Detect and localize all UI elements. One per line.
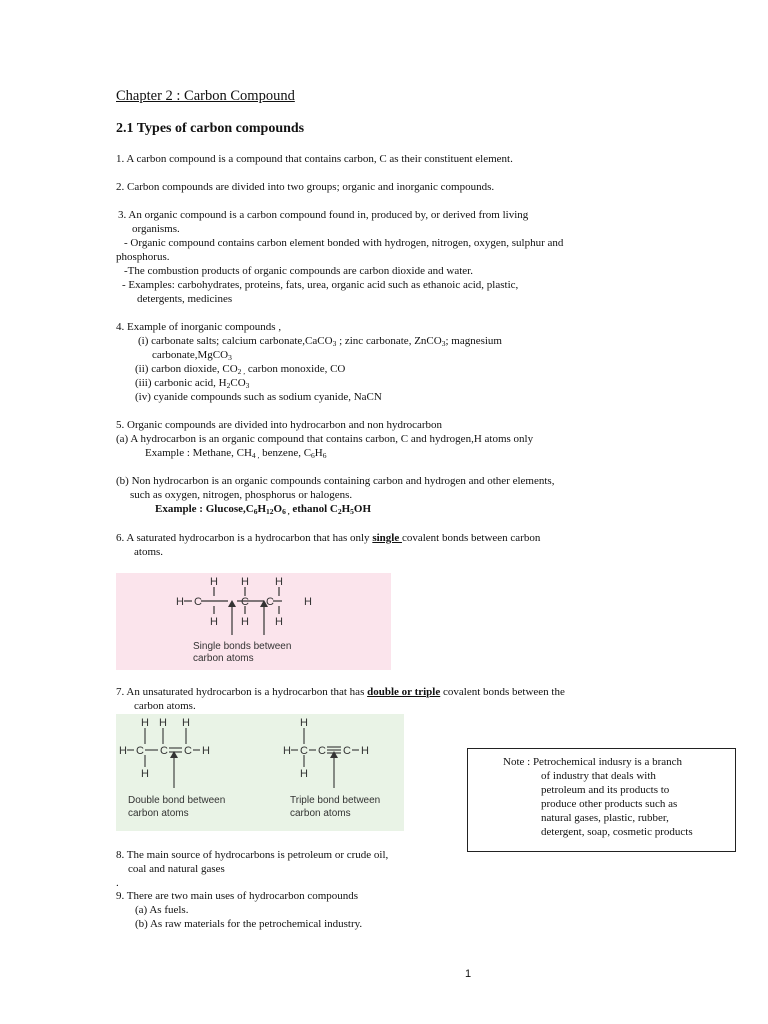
page-number: 1 [465,968,472,980]
fig1-atom-h-bottom-2: H [241,616,249,628]
point-4-item-iii [135,377,249,390]
ex-b-sub-3: 6 , [282,507,290,516]
fig1-atom-c-2: C [241,596,249,608]
fig1-atom-h-top-1: H [210,576,218,588]
double-triple-bond-figure [116,714,404,831]
fig2-left-c-2: C [160,745,168,757]
point-3-line-3: - Organic compound contains carbon element bonded with hydrogen, nitrogen, oxygen, sulphur and [124,237,564,249]
point-9-item-b: (b) As raw materials for the petrochemical industry. [135,918,363,930]
point-2: 2. Carbon compounds are divided into two groups; organic and inorganic compounds. [116,181,495,193]
ex-b-sub-5: 5 [350,507,354,516]
fig2-left-caption-1: Double bond between [128,795,226,806]
point-3-line-6: - Examples: carbohydrates, proteins, fats, urea, organic acid such as ethanoic acid, plastic, [122,279,519,291]
note-line-1: Note : Petrochemical indusry is a branch [503,756,683,768]
ex-a-sub-2: 6 [311,451,315,460]
point-1: 1. A carbon compound is a compound that contains carbon, C as their constituent element. [116,153,513,165]
item-iii-text-a: (iii) carbonic acid, H [135,377,227,389]
point-4-item-iv: (iv) cyanide compounds such as sodium cyanide, NaCN [135,391,382,403]
item-i-sub-3: 3 [228,353,232,362]
fig2-left-c-1: C [136,745,144,757]
point-4-item-i-cont [152,349,232,362]
fig2-right-c-2: C [318,745,326,757]
item-i-sub-2: 3 [441,339,446,348]
item-i-sub-1: 3 [332,339,337,348]
ex-b-text-a: Example : Glucose,C [155,503,254,515]
item-i-text-b: ; zinc carbonate, ZnCO [336,335,442,347]
fig2-left-h-left: H [119,745,127,757]
point-4-intro: 4. Example of inorganic compounds , [116,321,282,333]
fig1-atom-h-left: H [176,596,184,608]
point-5-line-5: such as oxygen, nitrogen, phosphorus or halogens. [130,489,353,501]
note-line-5: natural gases, plastic, rubber, [541,812,669,824]
point-5-example-b [155,503,371,516]
item-i-text-d: carbonate,MgCO [152,349,229,361]
point-4-item-ii [135,363,345,376]
fig2-left-h-bottom: H [141,768,149,780]
ex-b-sub-4: 2 [337,507,342,516]
point-3-line-5: -The combustion products of organic compounds are carbon dioxide and water. [124,265,473,277]
ex-a-sub-1: 4 , [251,451,260,460]
ex-b-sub-1: 6 [253,507,258,516]
fig2-left-caption-2: carbon atoms [128,808,189,819]
single-bond-figure [116,573,391,670]
point-7-post: covalent bonds between the [440,686,565,698]
ex-a-text-c: H [314,447,323,459]
ex-b-text-b: H [257,503,267,515]
point-3-line-4: phosphorus. [116,251,170,263]
point-6-emphasis: single [372,532,402,544]
fig2-right-h-left: H [283,745,291,757]
note-line-4: produce other products such as [541,798,678,810]
fig1-caption-line-1: Single bonds between [193,641,292,652]
item-ii-text-b: carbon monoxide, CO [245,363,346,375]
ex-b-text-d: ethanol C [289,503,338,515]
ex-a-sub-3: 6 [322,451,327,460]
item-i-text-c: ; magnesium [445,335,502,347]
item-iii-text-b: CO [230,377,246,389]
fig2-left-h-top-2: H [159,717,167,729]
section-title: 2.1 Types of carbon compounds [116,121,305,136]
note-line-6: detergent, soap, cosmetic products [541,826,693,838]
point-6-line-2: atoms. [134,546,164,558]
note-box [467,748,736,852]
point-5-line-4: (b) Non hydrocarbon is an organic compounds containing carbon and hydrogen and other elements, [116,475,555,487]
ex-b-text-f: OH [353,503,372,515]
fig2-right-h-bottom: H [300,768,308,780]
point-6-line-1 [116,532,540,545]
point-7-line-1 [116,686,565,699]
fig1-caption-line-2: carbon atoms [193,653,254,664]
point-8-line-2: coal and natural gases [128,863,225,875]
ex-b-text-c: O [273,503,283,515]
fig2-right-caption-2: carbon atoms [290,808,351,819]
item-i-text-a: (i) carbonate salts; calcium carbonate,CaCO [138,335,333,347]
fig2-right-caption-1: Triple bond between [290,795,381,806]
item-iii-sub-1: 2 [226,381,231,390]
ex-a-text-a: Example : Methane, CH [145,447,252,459]
point-5-line-2: (a) A hydrocarbon is an organic compound that contains carbon, C and hydrogen,H atoms only [116,433,534,445]
point-4-item-i [138,335,502,348]
point-3-line-1: 3. An organic compound is a carbon compound found in, produced by, or derived from living [118,209,529,221]
point-7-emphasis: double or triple [367,686,441,698]
fig2-left-c-3: C [184,745,192,757]
fig2-right-c-3: C [343,745,351,757]
ex-b-sub-2: 12 [266,507,274,516]
point-8-line-1: 8. The main source of hydrocarbons is petroleum or crude oil, [116,849,389,861]
fig2-left-h-top-3: H [182,717,190,729]
item-iii-sub-2: 3 [245,381,250,390]
point-5-example-a [145,447,327,460]
fig1-atom-h-bottom-3: H [275,616,283,628]
fig2-left-h-right: H [202,745,210,757]
note-line-3: petroleum and its products to [541,784,670,796]
fig1-atom-c-1: C [194,596,202,608]
point-7-line-2: carbon atoms. [134,700,196,712]
fig1-atom-h-top-3: H [275,576,283,588]
point-9-line-1: 9. There are two main uses of hydrocarbon compounds [116,890,359,902]
fig2-left-h-top-1: H [141,717,149,729]
point-8-dot: . [116,877,119,889]
fig1-atom-h-bottom-1: H [210,616,218,628]
point-3-line-2: organisms. [132,223,180,235]
item-ii-text-a: (ii) carbon dioxide, CO [135,363,238,375]
fig2-right-h-top: H [300,717,308,729]
point-6-pre: 6. A saturated hydrocarbon is a hydrocarbon that has only [116,532,373,544]
fig2-right-h-right: H [361,745,369,757]
fig2-right-c-1: C [300,745,308,757]
item-ii-sub: 2 , [237,367,246,376]
point-6-post: covalent bonds between carbon [401,532,541,544]
point-9-item-a: (a) As fuels. [135,904,189,916]
fig1-atom-c-3: C [266,596,274,608]
point-5-line-1: 5. Organic compounds are divided into hydrocarbon and non hydrocarbon [116,419,443,431]
fig1-atom-h-right: H [304,596,312,608]
note-line-2: of industry that deals with [541,770,656,782]
point-7-pre: 7. An unsaturated hydrocarbon is a hydrocarbon that has [116,686,368,698]
point-3-line-7: detergents, medicines [137,293,233,305]
ex-a-text-b: benzene, C [259,447,312,459]
fig1-atom-h-top-2: H [241,576,249,588]
chapter-title: Chapter 2 : Carbon Compound [116,88,295,104]
ex-b-text-e: H [341,503,351,515]
